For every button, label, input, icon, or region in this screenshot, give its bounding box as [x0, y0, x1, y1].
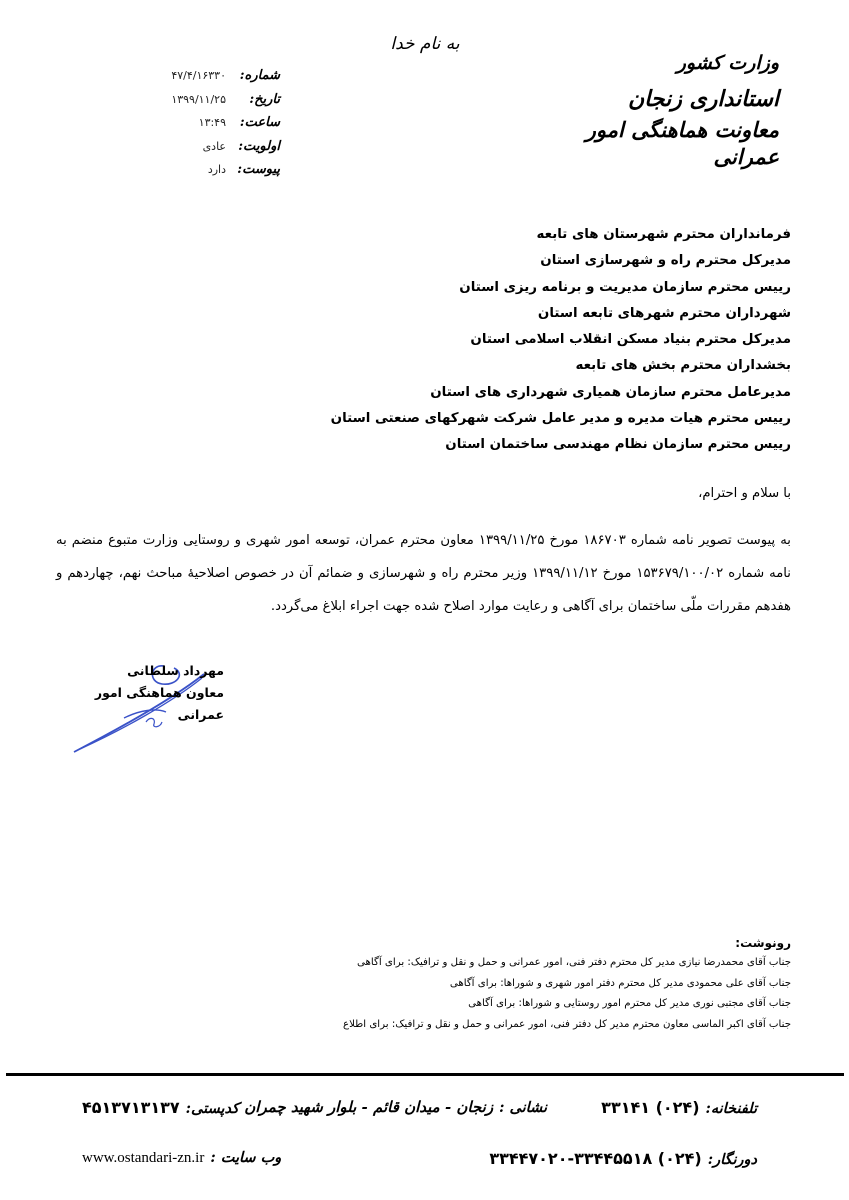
meta-time-label: ساعت: [239, 115, 280, 131]
meta-number-label: شماره: [239, 68, 280, 84]
ministry-name: وزارت کشور [676, 52, 779, 74]
phone-label: تلفنخانه: [705, 1100, 757, 1117]
cc-section [191, 933, 791, 1035]
recipient-line: مدیرکل محترم بنیاد مسکن انقلاب اسلامی استان [470, 332, 791, 348]
bismillah-heading: به نام خدا [390, 34, 460, 54]
signature-block [64, 660, 224, 726]
recipient-line: بخشداران محترم بخش های تابعه [575, 358, 791, 374]
meta-attachment-label: پیوست: [237, 162, 280, 178]
website-link[interactable]: www.ostandari-zn.ir [82, 1150, 205, 1166]
greeting: با سلام و احترام، [698, 486, 791, 501]
address-value: زنجان - میدان قائم - بلوار شهید چمران [244, 1098, 494, 1116]
cc-line: جناب آقای محمدرضا نیازی مدیر کل محترم دفتر فنی، امور عمرانی و حمل و نقل و ترافیک: برای آگاهی [357, 957, 791, 968]
recipient-line: رییس محترم سازمان مدیریت و برنامه ریزی استان [459, 279, 791, 295]
signer-title: معاون هماهنگی امور عمرانی [94, 685, 224, 722]
phone-value: (۰۲۴) ۳۳۱۴۱ [601, 1098, 700, 1117]
footer-website [82, 1149, 281, 1167]
meta-date-label: تاریخ: [249, 91, 280, 107]
recipient-line: رییس محترم هیات مدیره و مدیر عامل شرکت شهرکهای صنعتی استان [330, 411, 791, 427]
postal-label: کدپستی: [185, 1100, 239, 1117]
department-name: معاونت هماهنگی امور عمرانی [585, 117, 779, 169]
footer-phone [601, 1098, 757, 1117]
fax-label: دورنگار: [707, 1151, 757, 1168]
meta-attachment-value: دارد [207, 163, 226, 177]
footer-fax [489, 1149, 757, 1168]
recipient-line: شهرداران محترم شهرهای تابعه استان [537, 305, 791, 321]
meta-priority-value: عادی [202, 139, 226, 153]
footer-address [244, 1098, 547, 1116]
meta-number [120, 64, 280, 88]
signer-name: مهرداد سلطانی [127, 663, 224, 678]
governorate-name: استانداری زنجان [628, 85, 779, 112]
letterhead-ministry-block [549, 52, 779, 170]
letter-body: به پیوست تصویر نامه شماره ۱۸۶۷۰۳ مورخ ۱۳۹۹/۱۱/۲۵ معاون محترم عمران، توسعه امور شهری و روستایی وزارت متبوع منضم به نامه شماره ۱۵۳۶۷۹/۱۰۰/۰۲ مورخ ۱۳۹۹/۱۱/۱۲ وزیر محترم راه و شهرسازی و ضمائم آن در خصوص اصلاحیهٔ مباحث نهم، چهاردهم و هفدهم مقررات ملّی ساختمان برای آگاهی و رعایت موارد اصلاح شده جهت اجراء ابلاغ می‌گردد. [56, 533, 791, 614]
recipient-line: مدیرعامل محترم سازمان همیاری شهرداری های استان [430, 384, 791, 400]
recipients-list [91, 222, 791, 459]
meta-date [120, 88, 280, 112]
address-label: نشانی : [499, 1099, 547, 1116]
signature-text [64, 660, 224, 726]
fax-value: (۰۲۴) ۳۳۴۴۷۰۲۰-۳۳۴۴۵۵۱۸ [489, 1149, 702, 1168]
letter-meta [120, 64, 280, 182]
website-label: وب سایت : [210, 1149, 282, 1166]
cc-line: جناب آقای علی محمودی مدیر کل محترم دفتر امور شهری و شوراها: برای آگاهی [449, 977, 791, 989]
postal-value: ۴۵۱۳۷۱۳۱۳۷ [82, 1098, 180, 1117]
meta-date-value: ۱۳۹۹/۱۱/۲۵ [171, 92, 226, 106]
recipient-line: مدیرکل محترم راه و شهرسازی استان [540, 253, 791, 269]
meta-priority [120, 135, 280, 159]
footer-postal [82, 1098, 239, 1117]
meta-number-value: ۴۷/۴/۱۶۳۳۰ [171, 69, 226, 83]
meta-priority-label: اولویت: [238, 138, 280, 154]
meta-time [120, 111, 280, 135]
recipient-line: رییس محترم سازمان نظام مهندسی ساختمان استان [445, 437, 791, 453]
recipient-line: فرمانداران محترم شهرستان های تابعه [536, 227, 791, 242]
cc-title: رونوشت: [735, 936, 791, 950]
cc-line: جناب آقای مجتبی نوری مدیر کل محترم امور روستایی و شوراها: برای آگاهی [468, 998, 791, 1009]
meta-attachment [120, 158, 280, 182]
meta-time-value: ۱۳:۴۹ [198, 116, 226, 130]
footer [0, 1076, 849, 1200]
cc-line: جناب آقای اکبر الماسی معاون محترم مدیر کل دفتر فنی، امور عمرانی و حمل و نقل و ترافیک: برای اطلاع [343, 1018, 791, 1030]
